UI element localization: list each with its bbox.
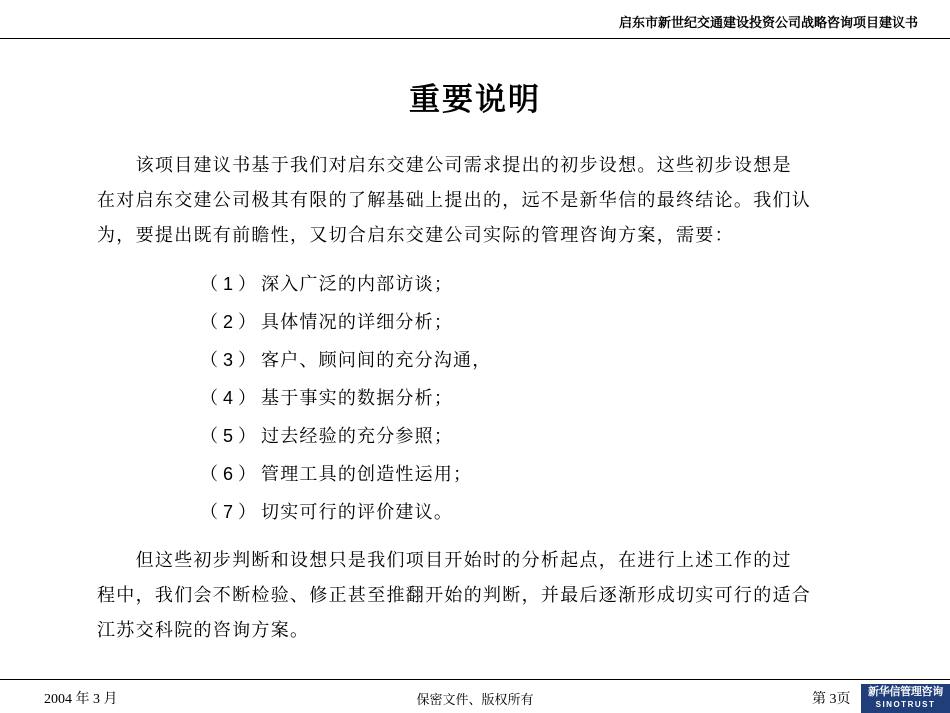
- logo-en-text: SINOTRUST: [875, 700, 936, 709]
- list-item-number: （3）: [200, 350, 262, 370]
- list-item-number: （6）: [200, 464, 262, 484]
- list-item-text: 管理工具的创造性运用；: [261, 464, 473, 485]
- list-item-number: （4）: [200, 388, 262, 408]
- list-item-number: （1）: [200, 274, 262, 294]
- list-item: [200, 457, 800, 495]
- outro-line: 江苏交科院的咨询方案。: [97, 620, 310, 641]
- list-item: [200, 343, 800, 381]
- footer-date: 2004 年 3 月: [44, 692, 118, 707]
- page-title: 重要说明: [409, 82, 541, 118]
- list-item-text: 深入广泛的内部访谈；: [261, 274, 454, 295]
- list-item-text: 切实可行的评价建议。: [261, 502, 454, 523]
- list-item-text: 过去经验的充分参照；: [261, 426, 454, 447]
- list-item: [200, 495, 800, 533]
- logo-cn-text: 新华信管理咨询: [868, 685, 943, 698]
- list-item-number: （2）: [200, 312, 262, 332]
- footer-confidential-notice: 保密文件、版权所有: [416, 693, 534, 708]
- outro-line: 但这些初步判断和设想只是我们项目开始时的分析起点，在进行上述工作的过: [97, 550, 792, 571]
- intro-paragraph: [97, 148, 877, 253]
- list-item-number: （5）: [200, 426, 262, 446]
- outro-line: 程中，我们会不断检验、修正甚至推翻开始的判断，并最后逐渐形成切实可行的适合: [97, 585, 812, 606]
- list-item-text: 客户、顾问间的充分沟通，: [261, 350, 492, 371]
- list-item: [200, 419, 800, 457]
- list-item: [200, 305, 800, 343]
- header-rule: [0, 38, 950, 39]
- page-number: 第 3页: [812, 692, 851, 707]
- header-title: 启东市新世纪交通建设投资公司战略咨询项目建议书: [618, 16, 918, 31]
- list-item-number: （7）: [200, 502, 262, 522]
- requirements-list: [200, 267, 800, 533]
- intro-line: 该项目建议书基于我们对启东交建公司需求提出的初步设想。这些初步设想是: [97, 155, 792, 176]
- closing-paragraph: [97, 543, 877, 648]
- intro-line: 在对启东交建公司极其有限的了解基础上提出的，远不是新华信的最终结论。我们认: [97, 190, 812, 211]
- list-item: [200, 267, 800, 305]
- list-item-text: 基于事实的数据分析；: [261, 388, 454, 409]
- sinotrust-logo: [861, 684, 950, 713]
- list-item-text: 具体情况的详细分析；: [261, 312, 454, 333]
- list-item: [200, 381, 800, 419]
- intro-line: 为，要提出既有前瞻性，又切合启东交建公司实际的管理咨询方案，需要：: [97, 225, 734, 246]
- footer-rule: [0, 679, 950, 680]
